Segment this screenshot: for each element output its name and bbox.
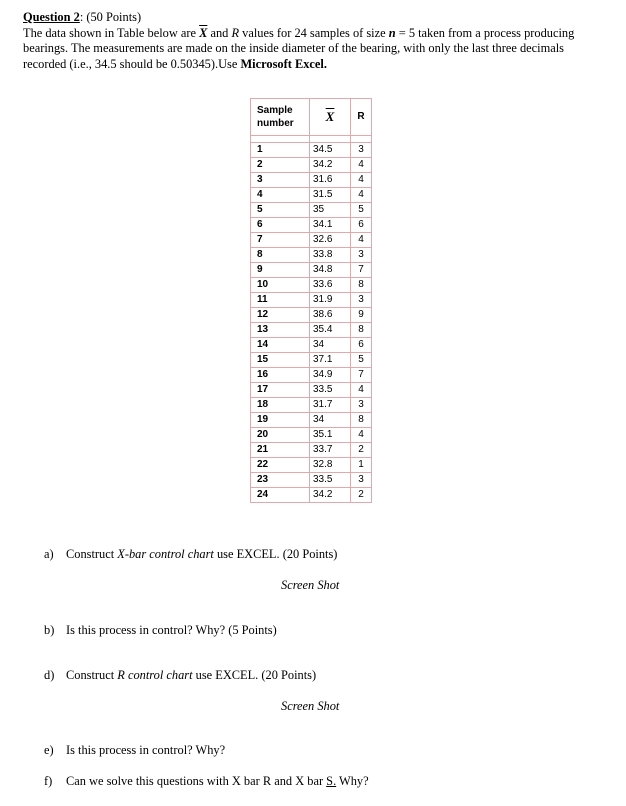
- table-row: [251, 263, 372, 278]
- part-f-post: Why?: [336, 774, 369, 788]
- cell-r: 6: [351, 338, 372, 353]
- cell-r: 2: [351, 443, 372, 458]
- cell-sample: 17: [251, 383, 310, 398]
- part-a-pre: Construct: [66, 547, 118, 561]
- part-d-italic: R control chart: [117, 668, 193, 682]
- question-intro: [23, 10, 609, 72]
- table-row: [251, 368, 372, 383]
- cell-xbar: 34.2: [310, 488, 351, 503]
- cell-xbar: 34.9: [310, 368, 351, 383]
- intro-text-2: and: [207, 25, 232, 40]
- cell-xbar: 37.1: [310, 353, 351, 368]
- cell-r: 3: [351, 143, 372, 158]
- table-row: [251, 233, 372, 248]
- table-row: [251, 398, 372, 413]
- r-symbol: R: [231, 25, 240, 40]
- part-a-marker: a): [44, 547, 54, 561]
- cell-sample: 16: [251, 368, 310, 383]
- cell-xbar: 34.2: [310, 158, 351, 173]
- cell-xbar: 33.7: [310, 443, 351, 458]
- cell-xbar: 31.5: [310, 188, 351, 203]
- cell-sample: 2: [251, 158, 310, 173]
- cell-r: 2: [351, 488, 372, 503]
- cell-sample: 5: [251, 203, 310, 218]
- cell-r: 4: [351, 428, 372, 443]
- cell-xbar: 35.1: [310, 428, 351, 443]
- cell-sample: 4: [251, 188, 310, 203]
- table-row: [251, 458, 372, 473]
- table-row: [251, 203, 372, 218]
- table-row: [251, 308, 372, 323]
- intro-text-3: values for 24 samples of size: [239, 25, 389, 40]
- cell-xbar: 33.5: [310, 473, 351, 488]
- cell-sample: 20: [251, 428, 310, 443]
- cell-sample: 13: [251, 323, 310, 338]
- cell-r: 3: [351, 293, 372, 308]
- excel-emphasis: Microsoft Excel.: [240, 56, 327, 71]
- table-row: [251, 248, 372, 263]
- xbar-symbol: $\overline{X}$: [199, 25, 208, 40]
- question-heading: Question 2: [23, 10, 80, 24]
- part-e-text: Is this process in control? Why?: [66, 743, 226, 757]
- cell-sample: 15: [251, 353, 310, 368]
- cell-r: 7: [351, 368, 372, 383]
- cell-r: 5: [351, 203, 372, 218]
- cell-r: 4: [351, 158, 372, 173]
- part-b-text: Is this process in control? Why? (5 Points): [66, 623, 277, 637]
- question-points: : (50 Points): [79, 10, 142, 24]
- part-a-italic: X-bar control chart: [117, 547, 214, 561]
- cell-r: 1: [351, 458, 372, 473]
- cell-xbar: 31.6: [310, 173, 351, 188]
- header-xbar: $\overline{X}$: [310, 99, 351, 136]
- cell-r: 5: [351, 353, 372, 368]
- cell-xbar: 34.8: [310, 263, 351, 278]
- cell-xbar: 38.6: [310, 308, 351, 323]
- table-row: [251, 218, 372, 233]
- table-row: [251, 278, 372, 293]
- table-row: [251, 383, 372, 398]
- table-row: [251, 338, 372, 353]
- cell-r: 7: [351, 263, 372, 278]
- cell-r: 6: [351, 218, 372, 233]
- header-sample: Sample number: [251, 99, 310, 136]
- table-row: [251, 353, 372, 368]
- cell-xbar: 32.6: [310, 233, 351, 248]
- cell-xbar: 34: [310, 413, 351, 428]
- cell-r: 4: [351, 173, 372, 188]
- screenshot-placeholder-1: Screen Shot: [281, 578, 340, 592]
- cell-sample: 9: [251, 263, 310, 278]
- table-body: [251, 143, 372, 503]
- cell-xbar: 33.5: [310, 383, 351, 398]
- table-row: [251, 488, 372, 503]
- cell-r: 8: [351, 323, 372, 338]
- cell-sample: 3: [251, 173, 310, 188]
- cell-sample: 14: [251, 338, 310, 353]
- part-d-pre: Construct: [66, 668, 118, 682]
- part-f-marker: f): [44, 774, 53, 788]
- cell-xbar: 34.1: [310, 218, 351, 233]
- cell-r: 3: [351, 473, 372, 488]
- cell-sample: 22: [251, 458, 310, 473]
- part-f-pre: Can we solve this questions with X bar R and X bar: [66, 774, 327, 788]
- cell-r: 3: [351, 248, 372, 263]
- cell-sample: 7: [251, 233, 310, 248]
- cell-sample: 21: [251, 443, 310, 458]
- cell-xbar: 31.9: [310, 293, 351, 308]
- cell-sample: 19: [251, 413, 310, 428]
- cell-xbar: 31.7: [310, 398, 351, 413]
- table-row: [251, 428, 372, 443]
- cell-xbar: 35.4: [310, 323, 351, 338]
- cell-r: 9: [351, 308, 372, 323]
- cell-r: 4: [351, 188, 372, 203]
- n-symbol: n: [388, 25, 396, 40]
- part-f-s: S.: [326, 774, 337, 788]
- cell-r: 8: [351, 278, 372, 293]
- part-d-post: use EXCEL. (20 Points): [192, 668, 317, 682]
- cell-r: 8: [351, 413, 372, 428]
- cell-sample: 23: [251, 473, 310, 488]
- table-row: [251, 188, 372, 203]
- cell-sample: 6: [251, 218, 310, 233]
- table-row: [251, 173, 372, 188]
- cell-r: 4: [351, 383, 372, 398]
- table-row: [251, 293, 372, 308]
- part-e-marker: e): [44, 743, 54, 757]
- table-row: [251, 143, 372, 158]
- cell-sample: 8: [251, 248, 310, 263]
- cell-sample: 1: [251, 143, 310, 158]
- intro-text-1: The data shown in Table below are: [23, 25, 200, 40]
- samples-table: [250, 98, 372, 503]
- table-row: [251, 443, 372, 458]
- screenshot-placeholder-2: Screen Shot: [281, 699, 340, 713]
- table-row: [251, 473, 372, 488]
- table-row: [251, 413, 372, 428]
- part-d-marker: d): [44, 668, 55, 682]
- header-r: R: [351, 99, 372, 136]
- part-a-post: use EXCEL. (20 Points): [213, 547, 338, 561]
- cell-xbar: 34.5: [310, 143, 351, 158]
- cell-xbar: 34: [310, 338, 351, 353]
- cell-r: 3: [351, 398, 372, 413]
- cell-xbar: 33.8: [310, 248, 351, 263]
- intro-text-4: = 5 taken from a process producing bearings. The measurements are made on the inside diameter of the bearing, with only the last three decimals recorded (i.e., 34.5 should be 0.50345).Use: [23, 25, 575, 71]
- cell-sample: 24: [251, 488, 310, 503]
- part-b-marker: b): [44, 623, 55, 637]
- cell-xbar: 33.6: [310, 278, 351, 293]
- table-row: [251, 158, 372, 173]
- cell-sample: 18: [251, 398, 310, 413]
- cell-sample: 12: [251, 308, 310, 323]
- cell-r: 4: [351, 233, 372, 248]
- cell-sample: 11: [251, 293, 310, 308]
- cell-xbar: 35: [310, 203, 351, 218]
- cell-sample: 10: [251, 278, 310, 293]
- table-row: [251, 323, 372, 338]
- cell-xbar: 32.8: [310, 458, 351, 473]
